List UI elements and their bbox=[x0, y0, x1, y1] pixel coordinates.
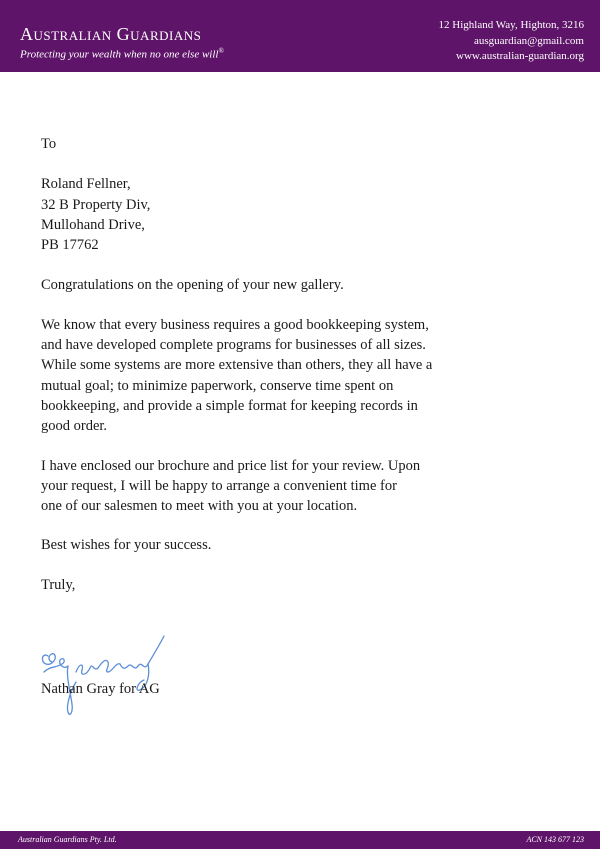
footer-company: Australian Guardians Pty. Ltd. bbox=[18, 835, 117, 844]
recipient-line: Roland Fellner, bbox=[41, 176, 131, 193]
recipient-line: Mullohand Drive, bbox=[41, 216, 145, 233]
paragraph-bookkeeping: We know that every business requires a good bookkeeping system, and have developed complete programs for businesses of all sizes. While some systems are more extensive than others, they all have a mutual goal; to minimize paperwork, conserve time spent on bookkeeping, and provide a simple format for keeping records in good order. bbox=[41, 316, 433, 435]
paragraph-wishes: Best wishes for your success. bbox=[41, 537, 212, 554]
company-website: www.australian-guardian.org bbox=[456, 50, 584, 62]
recipient-line: PB 17762 bbox=[41, 237, 99, 254]
paragraph-brochure: I have enclosed our brochure and price list for your review. Upon your request, I will be happy to arrange a convenient time for one of our salesmen to meet with you at your location. bbox=[41, 457, 421, 515]
company-address: 12 Highland Way, Highton, 3216 bbox=[438, 19, 584, 31]
footer-acn: ACN 143 677 123 bbox=[526, 835, 584, 844]
company-name: Australian Guardians bbox=[20, 24, 202, 44]
letter-body bbox=[41, 134, 561, 595]
handwritten-signature bbox=[36, 632, 168, 720]
signer-name: Nathan Gray for AG bbox=[41, 681, 160, 697]
company-email: ausguardian@gmail.com bbox=[473, 34, 584, 47]
letterhead-banner bbox=[0, 0, 600, 72]
tagline-text: Protecting your wealth when no one else will bbox=[20, 48, 219, 61]
registered-mark: ® bbox=[218, 47, 224, 55]
salutation: To bbox=[41, 136, 57, 152]
paragraph-congratulations: Congratulations on the opening of your new gallery. bbox=[41, 277, 344, 294]
recipient-address bbox=[41, 174, 561, 255]
recipient-line: 32 B Property Div, bbox=[41, 196, 151, 213]
closing: Truly, bbox=[41, 576, 76, 593]
brand-block bbox=[20, 24, 224, 62]
company-tagline bbox=[20, 44, 224, 62]
footer-banner bbox=[0, 831, 600, 849]
contact-block bbox=[439, 18, 584, 65]
